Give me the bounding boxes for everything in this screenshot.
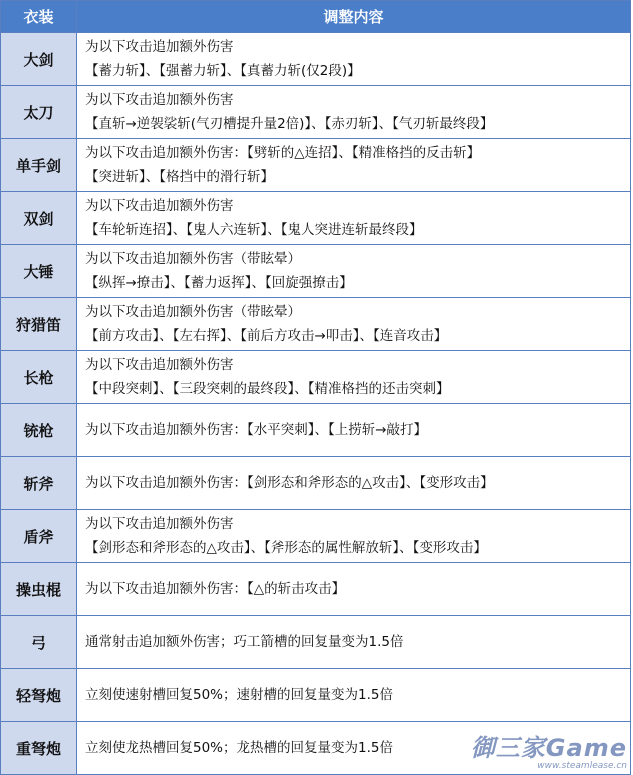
weapon-name: 弓 <box>1 616 77 669</box>
table-row <box>1 457 631 510</box>
adjustment-line: 【蓄力斩】、【强蓄力斩】、【真蓄力斩(仅2段)】 <box>85 63 361 79</box>
adjustment-content <box>77 86 631 139</box>
adjustment-line: 为以下攻击追加额外伤害：【水平突刺】、【上捞斩→敲打】 <box>85 422 428 438</box>
adjustment-line: 【前方攻击】、【左右挥】、【前后方攻击→叩击】、【连音攻击】 <box>85 328 448 344</box>
adjustment-line: 为以下攻击追加额外伤害（带眩晕） <box>85 251 301 267</box>
header-adjustment: 调整内容 <box>77 1 631 33</box>
table-row <box>1 245 631 298</box>
adjustment-line: 【中段突刺】、【三段突刺的最终段】、【精准格挡的还击突刺】 <box>85 381 450 397</box>
adjustment-line: 为以下攻击追加额外伤害 <box>85 92 234 108</box>
adjustment-content <box>77 192 631 245</box>
adjustment-content <box>77 245 631 298</box>
adjustment-line: 【剑形态和斧形态的△攻击】、【斧形态的属性解放斩】、【变形攻击】 <box>85 540 487 556</box>
watermark-url: www.steamlease.cn <box>537 761 627 771</box>
weapon-name: 轻弩炮 <box>1 669 77 722</box>
weapon-name: 盾斧 <box>1 510 77 563</box>
table-row <box>1 351 631 404</box>
adjustment-content <box>77 298 631 351</box>
table-row <box>1 192 631 245</box>
table-row <box>1 563 631 616</box>
adjustment-content <box>77 510 631 563</box>
adjustment-line: 通常射击追加额外伤害；巧工箭槽的回复量变为1.5倍 <box>85 634 404 650</box>
header-weapon: 衣装 <box>1 1 77 33</box>
adjustment-line: 为以下攻击追加额外伤害 <box>85 198 234 214</box>
adjustment-content <box>77 351 631 404</box>
table-row <box>1 86 631 139</box>
table-row <box>1 669 631 722</box>
table-header-row <box>1 1 631 33</box>
adjustment-line: 为以下攻击追加额外伤害 <box>85 39 234 55</box>
adjustment-line: 为以下攻击追加额外伤害：【剑形态和斧形态的△攻击】、【变形攻击】 <box>85 475 494 491</box>
adjustment-line: 为以下攻击追加额外伤害 <box>85 357 234 373</box>
weapon-name: 操虫棍 <box>1 563 77 616</box>
adjustment-line: 立刻使龙热槽回复50%；龙热槽的回复量变为1.5倍 <box>85 740 393 756</box>
adjustment-line: 为以下攻击追加额外伤害（带眩晕） <box>85 304 301 320</box>
weapon-name: 狩猎笛 <box>1 298 77 351</box>
weapon-name: 斩斧 <box>1 457 77 510</box>
adjustment-line: 为以下攻击追加额外伤害 <box>85 516 234 532</box>
weapon-name: 大锤 <box>1 245 77 298</box>
adjustment-content <box>77 404 631 457</box>
adjustment-line: 立刻使速射槽回复50%；速射槽的回复量变为1.5倍 <box>85 687 393 703</box>
adjustment-line: 【纵挥→撩击】、【蓄力返挥】、【回旋强撩击】 <box>85 275 353 291</box>
adjustment-content <box>77 563 631 616</box>
watermark-main: 御三家Game <box>470 734 627 762</box>
adjustment-line: 为以下攻击追加额外伤害：【△的斩击攻击】 <box>85 581 346 597</box>
weapon-name: 长枪 <box>1 351 77 404</box>
adjustment-line: 【突进斩】、【格挡中的滑行斩】 <box>85 169 274 185</box>
weapon-name: 铳枪 <box>1 404 77 457</box>
adjustment-content <box>77 669 631 722</box>
table-row <box>1 139 631 192</box>
weapon-name: 双剑 <box>1 192 77 245</box>
watermark-logo <box>471 728 627 771</box>
adjustment-line: 【车轮斩连招】、【鬼人六连斩】、【鬼人突进连斩最终段】 <box>85 222 423 238</box>
table-row <box>1 33 631 86</box>
adjustment-content <box>77 457 631 510</box>
table-row <box>1 404 631 457</box>
weapon-name: 大剑 <box>1 33 77 86</box>
adjustment-content <box>77 616 631 669</box>
adjustment-line: 【直斩→逆袈裟斩(气刃槽提升量2倍)】、【赤刃斩】、【气刃斩最终段】 <box>85 116 494 132</box>
adjustment-line: 为以下攻击追加额外伤害：【劈斩的△连招】、【精准格挡的反击斩】 <box>85 145 481 161</box>
weapon-name: 单手剑 <box>1 139 77 192</box>
table-row <box>1 510 631 563</box>
table-row <box>1 298 631 351</box>
adjustment-content <box>77 33 631 86</box>
table-row <box>1 616 631 669</box>
weapon-name: 太刀 <box>1 86 77 139</box>
adjustment-content <box>77 139 631 192</box>
weapon-name: 重弩炮 <box>1 722 77 775</box>
